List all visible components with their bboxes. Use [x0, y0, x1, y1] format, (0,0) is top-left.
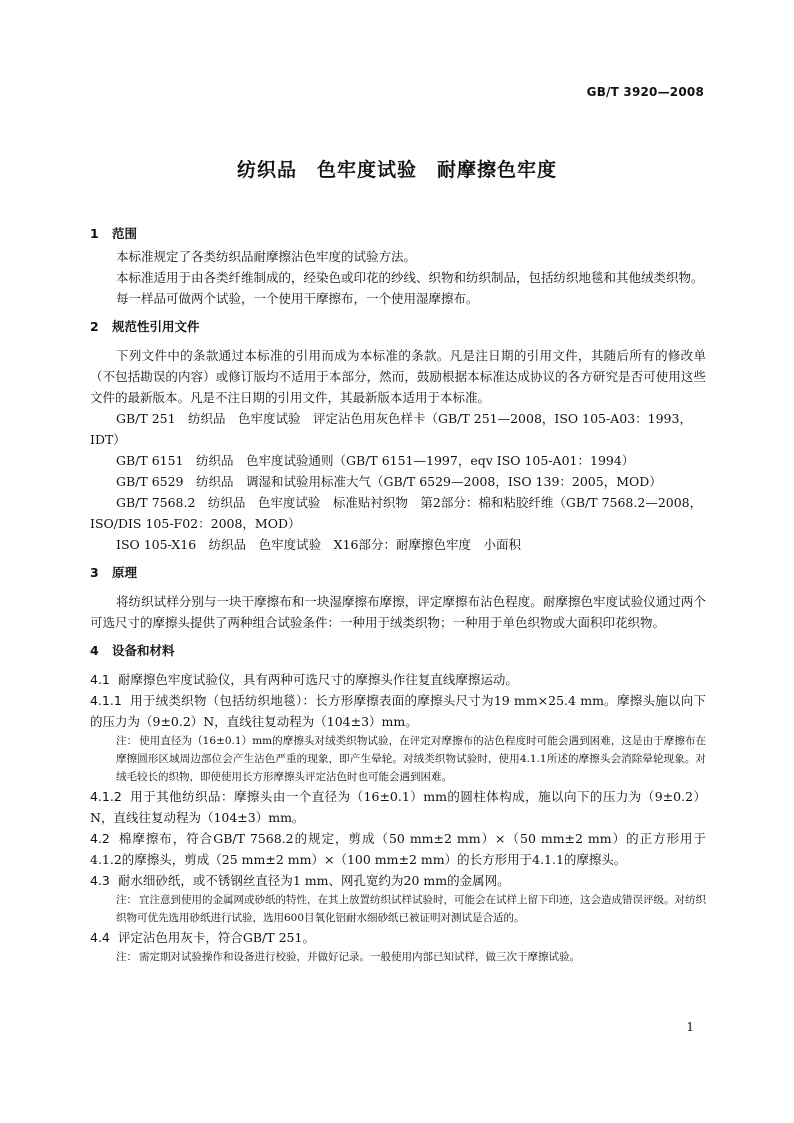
document-body	[90, 222, 706, 966]
note-label: 注：	[116, 951, 137, 963]
scope-paragraph: 每一样品可做两个试验，一个使用干摩擦布，一个使用湿摩擦布。	[116, 291, 479, 306]
note-text: 需定期对试验操作和设备进行校验，并做好记录。一般使用内部已知试样，做三次干摩擦试验。	[139, 951, 580, 963]
section-heading-scope	[90, 222, 706, 246]
section-title: 设备和材料	[112, 643, 175, 658]
reference-item: GB/T 6529 纺织品 调湿和试验用标准大气（GB/T 6529—2008，ISO 139：2005，MOD）	[116, 474, 662, 489]
clause-number: 4.1.2	[90, 789, 122, 804]
clause-number: 4.1	[90, 672, 110, 687]
clause-4-1-1	[90, 690, 706, 732]
section-heading-principle	[90, 561, 706, 585]
clause-4-4	[90, 927, 706, 948]
clause-number: 4.3	[90, 873, 110, 888]
clause-text: 用于其他纺织品：摩擦头由一个直径为（16±0.1）mm的圆柱体构成，施以向下的压力为（9±0.2）N，直线往复动程为（104±3）mm。	[90, 789, 706, 825]
section-title: 规范性引用文件	[112, 319, 200, 334]
page-number: 1	[686, 1020, 694, 1034]
note-text: 使用直径为（16±0.1）mm的摩擦头对绒类织物试验，在评定对摩擦布的沾色程度时可能会遇到困难，这是由于摩擦布在摩擦圆形区域周边部位会产生沾色严重的现象，即产生晕轮。对绒类织物试验时，使用4.1.1所述的摩擦头会消除晕轮现象。对绒毛较长的织物，即使使用长方形摩擦头评定沾色时也可能会遇到困难。	[116, 735, 706, 783]
clause-text: 评定沾色用灰卡，符合GB/T 251。	[117, 930, 315, 945]
clause-4-3	[90, 870, 706, 891]
note-label: 注：	[116, 894, 137, 906]
section-heading-references	[90, 315, 706, 339]
note-4-4	[116, 948, 706, 966]
clause-text: 耐摩擦色牢度试验仪，具有两种可选尺寸的摩擦头作往复直线摩擦运动。	[117, 672, 518, 687]
clause-4-2	[90, 828, 706, 870]
section-heading-apparatus	[90, 639, 706, 663]
clause-text: 耐水细砂纸，或不锈钢丝直径为1 mm、网孔宽约为20 mm的金属网。	[117, 873, 510, 888]
reference-item: GB/T 6151 纺织品 色牢度试验通则（GB/T 6151—1997，eqv ISO 105-A01：1994）	[116, 453, 635, 468]
document-title: 纺织品 色牢度试验 耐摩擦色牢度	[236, 159, 557, 181]
section-title: 原理	[112, 565, 138, 580]
clause-text: 棉摩擦布，符合GB/T 7568.2的规定，剪成（50 mm±2 mm）×（50 mm±2 mm）的正方形用于4.1.2的摩擦头，剪成（25 mm±2 mm）×（100 mm±2 mm）的长方形用于4.1.1的摩擦头。	[90, 831, 706, 867]
standard-code: GB/T 3920—2008	[586, 85, 704, 99]
section-number: 3	[90, 565, 99, 580]
principle-paragraph: 将纺织试样分别与一块干摩擦布和一块湿摩擦布摩擦，评定摩擦布沾色程度。耐摩擦色牢度试验仪通过两个可选尺寸的摩擦头提供了两种组合试验条件：一种用于绒类织物；一种用于单色织物或大面积印花织物。	[90, 594, 706, 630]
scope-paragraph: 本标准规定了各类纺织品耐摩擦沾色牢度的试验方法。	[116, 249, 417, 264]
clause-number: 4.4	[90, 930, 110, 945]
note-4-1-1	[116, 732, 706, 786]
clause-number: 4.1.1	[90, 693, 122, 708]
clause-text: 用于绒类织物（包括纺织地毯）：长方形摩擦表面的摩擦头尺寸为19 mm×25.4 mm。摩擦头施以向下的压力为（9±0.2）N，直线往复动程为（104±3）mm。	[90, 693, 706, 729]
section-title: 范围	[112, 226, 138, 241]
section-number: 4	[90, 643, 99, 658]
reference-item: GB/T 7568.2 纺织品 色牢度试验 标准贴衬织物 第2部分：棉和粘胶纤维（GB/T 7568.2—2008，ISO/DIS 105-F02：2008，MOD）	[90, 495, 703, 531]
references-intro: 下列文件中的条款通过本标准的引用而成为本标准的条款。凡是注日期的引用文件，其随后所有的修改单（不包括勘误的内容）或修订版均不适用于本部分，然而，鼓励根据本标准达成协议的各方研究是否可使用这些文件的最新版本。凡是不注日期的引用文件，其最新版本适用于本标准。	[90, 348, 706, 405]
reference-item: ISO 105-X16 纺织品 色牢度试验 X16部分：耐摩擦色牢度 小面积	[116, 537, 521, 552]
reference-item: GB/T 251 纺织品 色牢度试验 评定沾色用灰色样卡（GB/T 251—2008，ISO 105-A03：1993，IDT）	[90, 411, 692, 447]
note-text: 宜注意到使用的金属网或砂纸的特性，在其上放置纺织试样试验时，可能会在试样上留下印迹，这会造成错误评级。对纺织织物可优先选用砂纸进行试验，选用600目氧化铝耐水细砂纸已被证明对测试是合适的。	[116, 894, 706, 924]
scope-paragraph: 本标准适用于由各类纤维制成的，经染色或印花的纱线、织物和纺织制品，包括纺织地毯和其他绒类织物。	[116, 270, 704, 285]
clause-4-1-2	[90, 786, 706, 828]
clause-4-1	[90, 669, 706, 690]
note-4-3	[116, 891, 706, 927]
section-number: 1	[90, 226, 99, 241]
section-number: 2	[90, 319, 99, 334]
clause-number: 4.2	[90, 831, 110, 846]
note-label: 注：	[116, 735, 138, 747]
